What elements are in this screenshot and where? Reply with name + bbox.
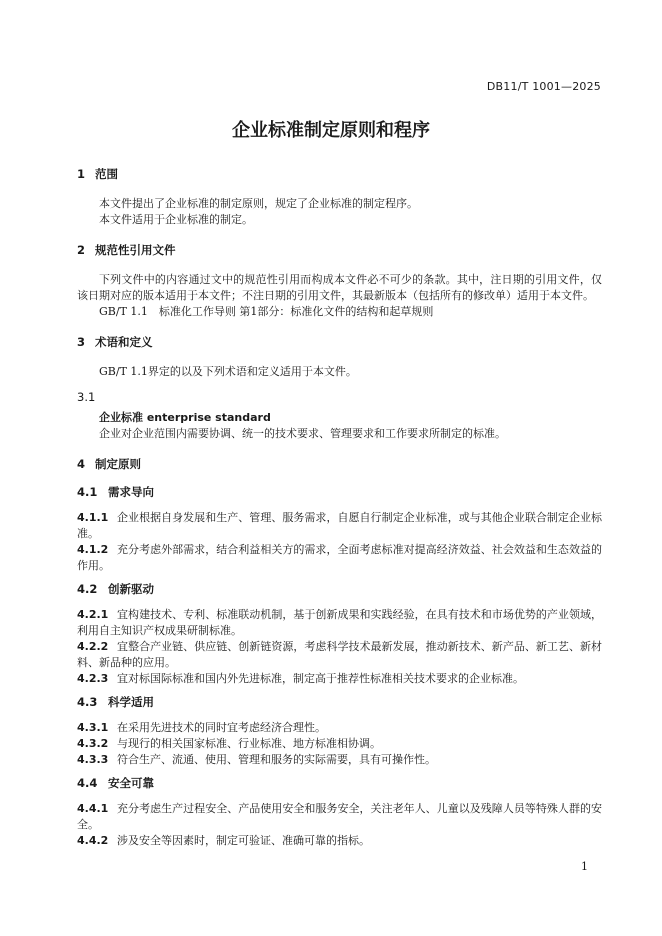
subsection-number: 4.2 — [77, 582, 98, 596]
section-2-heading — [77, 242, 602, 258]
clause-number: 4.2.2 — [77, 640, 109, 653]
section-number: 1 — [77, 167, 86, 181]
subsection-number: 4.4 — [77, 776, 98, 790]
clause-number: 4.2.3 — [77, 672, 109, 685]
subsection-4-3-heading — [77, 694, 602, 710]
clause-4-2-1 — [77, 607, 602, 639]
paragraph: 本文件提出了企业标准的制定原则，规定了企业标准的制定程序。 — [99, 197, 418, 210]
clause-number: 4.3.2 — [77, 737, 109, 750]
subsection-title: 科学适用 — [108, 695, 154, 709]
section-4-heading — [77, 456, 602, 472]
term-definition: 企业对企业范围内需要协调、统一的技术要求、管理要求和工作要求所制定的标准。 — [99, 427, 506, 440]
clause-text: 宜对标国际标准和国内外先进标准，制定高于推荐性标准相关技术要求的企业标准。 — [117, 672, 524, 685]
clause-number: 4.3.3 — [77, 753, 109, 766]
section-number: 3 — [77, 335, 86, 349]
section-title: 制定原则 — [95, 457, 141, 471]
section-number: 2 — [77, 243, 86, 257]
clause-text: 宜整合产业链、供应链、创新链资源，考虑科学技术最新发展，推动新技术、新产品、新工艺、新材料、新品种的应用。 — [77, 640, 602, 669]
section-title: 术语和定义 — [95, 335, 153, 349]
paragraph: 本文件适用于企业标准的制定。 — [99, 213, 253, 226]
clause-4-3-2 — [77, 736, 602, 752]
subsection-4-1-heading — [77, 484, 602, 500]
subsection-4-4-heading — [77, 775, 602, 791]
clause-number: 4.2.1 — [77, 608, 109, 621]
document-body — [77, 166, 602, 849]
document-title: 企业标准制定原则和程序 — [232, 120, 430, 141]
clause-4-3-1 — [77, 720, 602, 736]
clause-4-2-3 — [77, 671, 602, 687]
clause-text: 充分考虑生产过程安全、产品使用安全和服务安全，关注老年人、儿童以及残障人员等特殊人群的安全。 — [77, 802, 602, 831]
clause-number: 4.4.1 — [77, 802, 109, 815]
clause-number: 4.1.1 — [77, 511, 109, 524]
clause-text: 充分考虑外部需求，结合利益相关方的需求，全面考虑标准对提高经济效益、社会效益和生态效益的作用。 — [77, 543, 602, 572]
page-number: 1 — [581, 860, 588, 873]
section-3-heading — [77, 334, 602, 350]
clause-text: 与现行的相关国家标准、行业标准、地方标准相协调。 — [117, 737, 381, 750]
clause-4-4-1 — [77, 801, 602, 833]
clause-number: 4.3.1 — [77, 721, 109, 734]
paragraph: 下列文件中的内容通过文中的规范性引用而构成本文件必不可少的条款。其中，注日期的引用文件，仅该日期对应的版本适用于本文件；不注日期的引用文件，其最新版本（包括所有的修改单）适用于本文件。 — [77, 273, 602, 302]
clause-text: 在采用先进技术的同时宜考虑经济合理性。 — [117, 721, 326, 734]
section-title: 范围 — [95, 167, 118, 181]
clause-number: 4.4.2 — [77, 834, 109, 847]
normative-reference: GB/T 1.1 标准化工作导则 第1部分：标准化文件的结构和起草规则 — [99, 305, 434, 318]
clause-4-1-1 — [77, 510, 602, 542]
clause-4-2-2 — [77, 639, 602, 671]
subsection-number: 4.1 — [77, 485, 98, 499]
clause-text: 涉及安全等因素时，制定可验证、准确可靠的指标。 — [117, 834, 370, 847]
term-title: 企业标准 enterprise standard — [99, 411, 271, 424]
section-1-heading — [77, 166, 602, 182]
clause-text: 企业根据自身发展和生产、管理、服务需求，自愿自行制定企业标准，或与其他企业联合制定企业标准。 — [77, 511, 602, 540]
subsection-4-2-heading — [77, 581, 602, 597]
term-number: 3.1 — [77, 390, 96, 404]
clause-text: 宜构建技术、专利、标准联动机制，基于创新成果和实践经验，在具有技术和市场优势的产业领域，利用自主知识产权成果研制标准。 — [77, 608, 602, 637]
subsection-title: 创新驱动 — [108, 582, 154, 596]
document-code: DB11/T 1001—2025 — [486, 80, 601, 93]
clause-4-3-3 — [77, 752, 602, 768]
clause-4-4-2 — [77, 833, 602, 849]
subsection-title: 安全可靠 — [108, 776, 154, 790]
paragraph: GB/T 1.1界定的以及下列术语和定义适用于本文件。 — [99, 365, 357, 378]
clause-4-1-2 — [77, 542, 602, 574]
section-number: 4 — [77, 457, 86, 471]
subsection-title: 需求导向 — [108, 485, 154, 499]
clause-number: 4.1.2 — [77, 543, 109, 556]
subsection-number: 4.3 — [77, 695, 98, 709]
section-title: 规范性引用文件 — [95, 243, 176, 257]
clause-text: 符合生产、流通、使用、管理和服务的实际需要，具有可操作性。 — [117, 753, 436, 766]
